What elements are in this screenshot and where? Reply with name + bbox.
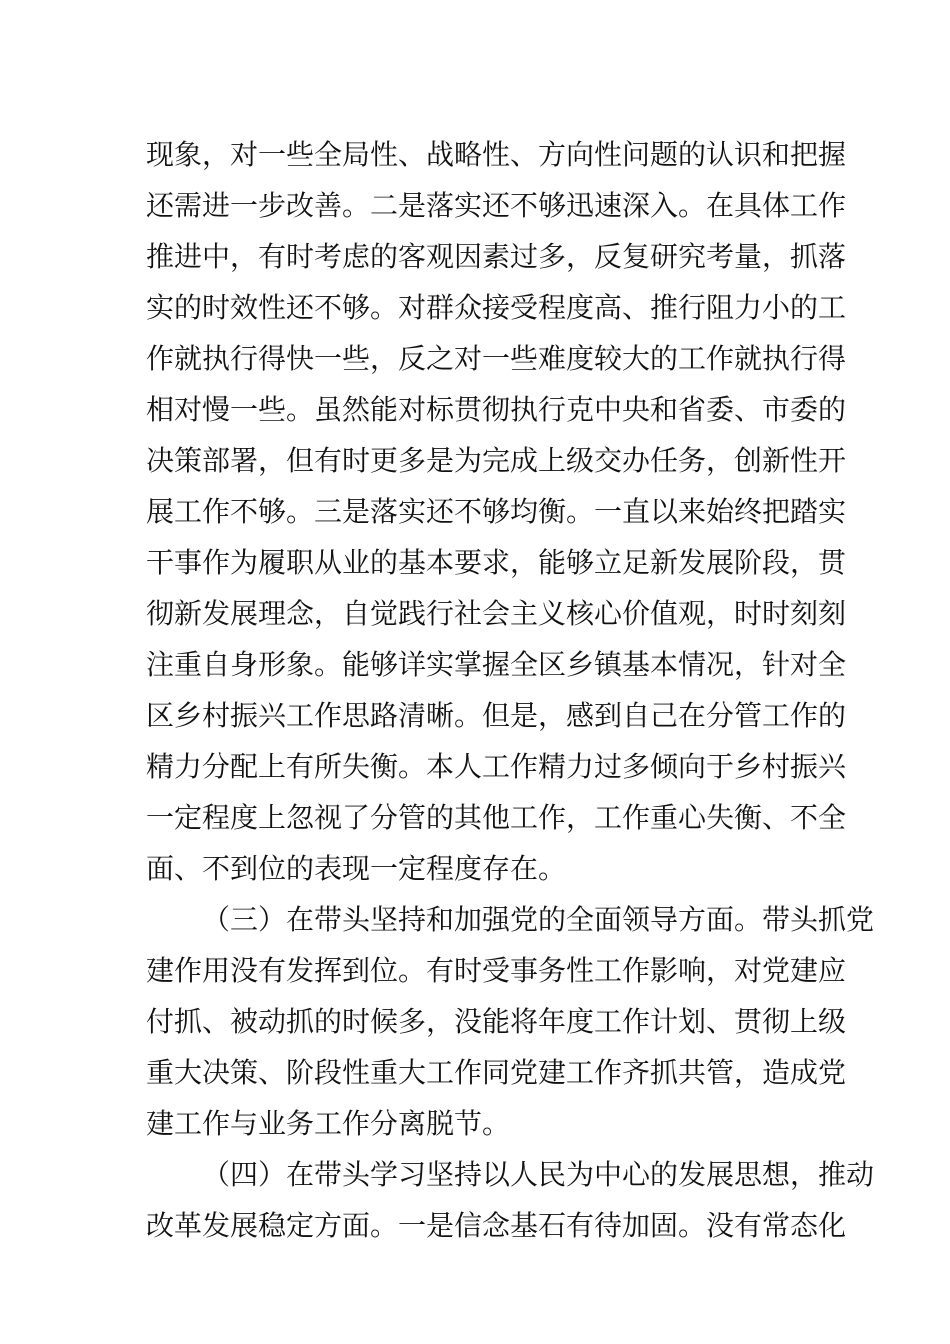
text-line: 注重自身形象。能够详实掌握全区乡镇基本情况，针对全 bbox=[146, 648, 847, 681]
text-line: 展工作不够。三是落实还不够均衡。一直以来始终把踏实 bbox=[146, 495, 847, 528]
text-line: 相对慢一些。虽然能对标贯彻执行克中央和省委、市委的 bbox=[146, 393, 847, 426]
text-line: （四）在带头学习坚持以人民为中心的发展思想，推动 bbox=[202, 1158, 875, 1191]
text-line: 干事作为履职从业的基本要求，能够立足新发展阶段，贯 bbox=[146, 546, 847, 579]
text-line: 彻新发展理念，自觉践行社会主义核心价值观，时时刻刻 bbox=[146, 597, 847, 630]
text-line: 面、不到位的表现一定程度存在。 bbox=[146, 852, 567, 885]
text-line: （三）在带头坚持和加强党的全面领导方面。带头抓党 bbox=[202, 903, 875, 936]
text-line: 精力分配上有所失衡。本人工作精力过多倾向于乡村振兴 bbox=[146, 750, 847, 783]
text-line: 重大决策、阶段性重大工作同党建工作齐抓共管，造成党 bbox=[146, 1056, 847, 1089]
text-line: 付抓、被动抓的时候多，没能将年度工作计划、贯彻上级 bbox=[146, 1005, 847, 1038]
text-line: 还需进一步改善。二是落实还不够迅速深入。在具体工作 bbox=[146, 189, 847, 222]
text-line: 作就执行得快一些，反之对一些难度较大的工作就执行得 bbox=[146, 342, 847, 375]
text-line: 实的时效性还不够。对群众接受程度高、推行阻力小的工 bbox=[146, 291, 847, 324]
text-line: 建作用没有发挥到位。有时受事务性工作影响，对党建应 bbox=[146, 954, 847, 987]
text-line: 建工作与业务工作分离脱节。 bbox=[146, 1107, 511, 1140]
text-line: 一定程度上忽视了分管的其他工作，工作重心失衡、不全 bbox=[146, 801, 847, 834]
text-line: 改革发展稳定方面。一是信念基石有待加固。没有常态化 bbox=[146, 1209, 847, 1242]
text-line: 决策部署，但有时更多是为完成上级交办任务，创新性开 bbox=[146, 444, 847, 477]
text-line: 现象，对一些全局性、战略性、方向性问题的认识和把握 bbox=[146, 138, 847, 171]
text-line: 区乡村振兴工作思路清晰。但是，感到自己在分管工作的 bbox=[146, 699, 847, 732]
text-line: 推进中，有时考虑的客观因素过多，反复研究考量，抓落 bbox=[146, 240, 847, 273]
